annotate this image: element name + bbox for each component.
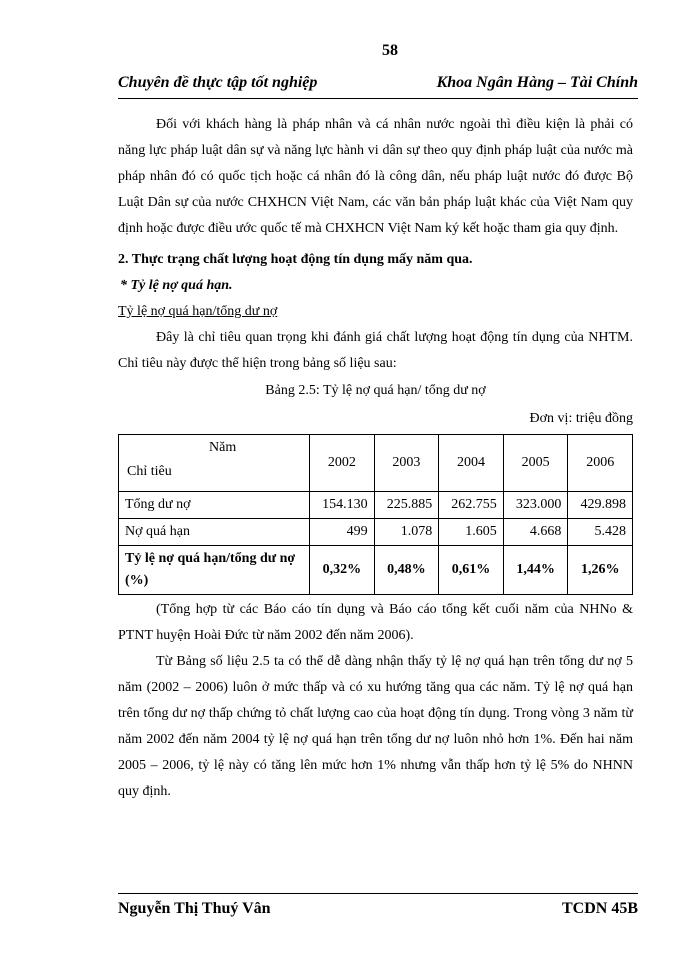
table-unit: Đơn vị: triệu đồng (529, 411, 633, 426)
table-cell: 262.755 (439, 492, 504, 519)
table-cell: 499 (310, 519, 375, 546)
paragraph-table-intro: Đây là chỉ tiêu quan trọng khi đánh giá chất lượng hoạt động tín dụng của NHTM. Chỉ tiêu này được thể hiện trong bảng số liệu sau: (118, 330, 633, 371)
section-title: 2. Thực trạng chất lượng hoạt động tín dụng mấy năm qua. (118, 252, 473, 267)
table-cell: 429.898 (568, 492, 633, 519)
table-cell: 0,61% (439, 546, 504, 595)
year-header: 2003 (374, 435, 439, 492)
source-note: (Tổng hợp từ các Báo cáo tín dụng và Báo cáo tổng kết cuối năm của NHNo & PTNT huyện Hoài Đức từ năm 2002 đến năm 2006). (118, 602, 633, 643)
paragraph-analysis: Từ Bảng số liệu 2.5 ta có thể dễ dàng nhận thấy tỷ lệ nợ quá hạn trên tổng dư nợ 5 năm (2002 – 2006) luôn ở mức thấp và có xu hướng tăng qua các năm. Tỷ lệ nợ quá hạn trên tổng dư nợ thấp chứng tỏ chất lượng cao của hoạt động tín dụng. Trong vòng 3 năm từ năm 2002 đến năm 2004 tỷ lệ nợ quá hạn trên tổng dư nợ luôn nhỏ hơn 1%. Đến hai năm 2005 – 2006, tỷ lệ này có tăng lên mức hơn 1% nhưng vẫn thấp hơn tỷ lệ 5% do NHNN quy định. (118, 654, 633, 799)
year-header: 2006 (568, 435, 633, 492)
page-header (118, 74, 638, 92)
footer-divider (118, 893, 638, 894)
table-cell: 323.000 (503, 492, 568, 519)
year-header: 2005 (503, 435, 568, 492)
table-row (119, 492, 633, 519)
table-row (119, 519, 633, 546)
footer-author: Nguyễn Thị Thuý Vân (118, 900, 271, 917)
row-label: Tổng dư nợ (119, 492, 310, 519)
table-header-row (119, 435, 633, 492)
table-cell: 1.605 (439, 519, 504, 546)
year-header: 2004 (439, 435, 504, 492)
table-cell: 1,44% (503, 546, 568, 595)
row-label: Nợ quá hạn (119, 519, 310, 546)
table-cell: 5.428 (568, 519, 633, 546)
year-header: 2002 (310, 435, 375, 492)
table-cell: 0,48% (374, 546, 439, 595)
page-footer (118, 900, 638, 918)
table-row (119, 546, 633, 595)
header-left: Chuyên đề thực tập tốt nghiệp (118, 74, 318, 91)
table-cell: 225.885 (374, 492, 439, 519)
table-corner-cell (119, 435, 310, 492)
paragraph-intro: Đối với khách hàng là pháp nhân và cá nhân nước ngoài thì điều kiện là phải có năng lực pháp luật dân sự và năng lực hành vi dân sự theo quy định pháp luật của nước mà pháp nhân đó có quốc tịch hoặc cá nhân đó là công dân, nếu pháp luật nước đó được Bộ Luật Dân sự của nước CHXHCN Việt Nam, các văn bản pháp luật khác của Việt Nam quy định hoặc được điều ước quốc tế mà CHXHCN Việt Nam ký kết hoặc tham gia quy định. (118, 117, 633, 236)
header-divider (118, 98, 638, 99)
table-cell: 0,32% (310, 546, 375, 595)
sub-heading: Tỷ lệ nợ quá hạn/tổng dư nợ (118, 304, 278, 319)
table-cell: 154.130 (310, 492, 375, 519)
footer-class: TCDN 45B (561, 900, 638, 917)
page-number: 58 (382, 42, 398, 59)
header-indicator-label: Chỉ tiêu (127, 464, 172, 479)
table-cell: 1.078 (374, 519, 439, 546)
table-cell: 4.668 (503, 519, 568, 546)
debt-ratio-table (118, 434, 633, 595)
table-caption: Bảng 2.5: Tỷ lệ nợ quá hạn/ tổng dư nợ (265, 383, 486, 398)
document-body (118, 112, 633, 805)
header-year-label: Năm (209, 440, 237, 455)
table-cell: 1,26% (568, 546, 633, 595)
sub-bullet-heading: * Tỷ lệ nợ quá hạn. (120, 278, 233, 293)
header-right: Khoa Ngân Hàng – Tài Chính (436, 74, 638, 91)
row-label: Tỷ lệ nợ quá hạn/tổng dư nợ (%) (119, 546, 310, 595)
